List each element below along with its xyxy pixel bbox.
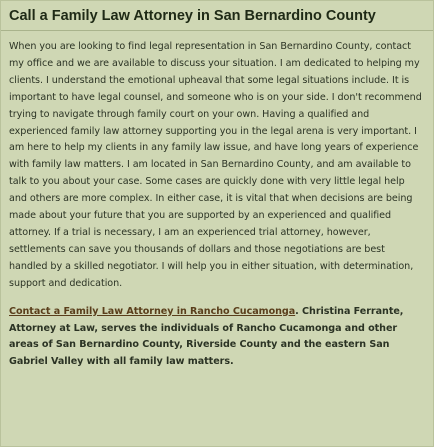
contact-attorney-link[interactable]: Contact a Family Law Attorney in Rancho Cucamonga <box>9 305 296 317</box>
cta-description: . Christina Ferrante, Attorney at Law, serves the individuals of Rancho Cucamonga and other areas of San Bernardino County, Riverside County and the eastern San Gabriel Valley with all family law matters. <box>9 305 404 368</box>
page-heading: Call a Family Law Attorney in San Bernardino County <box>9 8 376 24</box>
body-paragraph: When you are looking to find legal representation in San Bernardino County, contact my office and we are available to discuss your situation. I am dedicated to helping my clients. I understand the emotional upheaval that some legal situations include. It is important to have legal counsel, and someone who is on your side. I don't recommend trying to navigate through family court on your own. Having a qualified and experienced family law attorney supporting you in the legal arena is very important. I am here to help my clients in any family law issue, and have long years of experience with family law matters. I am located in San Bernardino County, and am available to talk to you about your case. Some cases are quickly done with very little legal help and others are more complex. In either case, it is vital that when decisions are being made about your future that you are supported by an experienced and qualified attorney. If a trial is necessary, I am an experienced trial attorney, however, settlements can save you thousands of dollars and those negotiations are best handled by a skilled negotiator. I will help you in either situation, with determination, support and dedication. <box>9 41 422 289</box>
cta-paragraph <box>9 304 425 372</box>
heading-divider <box>1 30 433 31</box>
